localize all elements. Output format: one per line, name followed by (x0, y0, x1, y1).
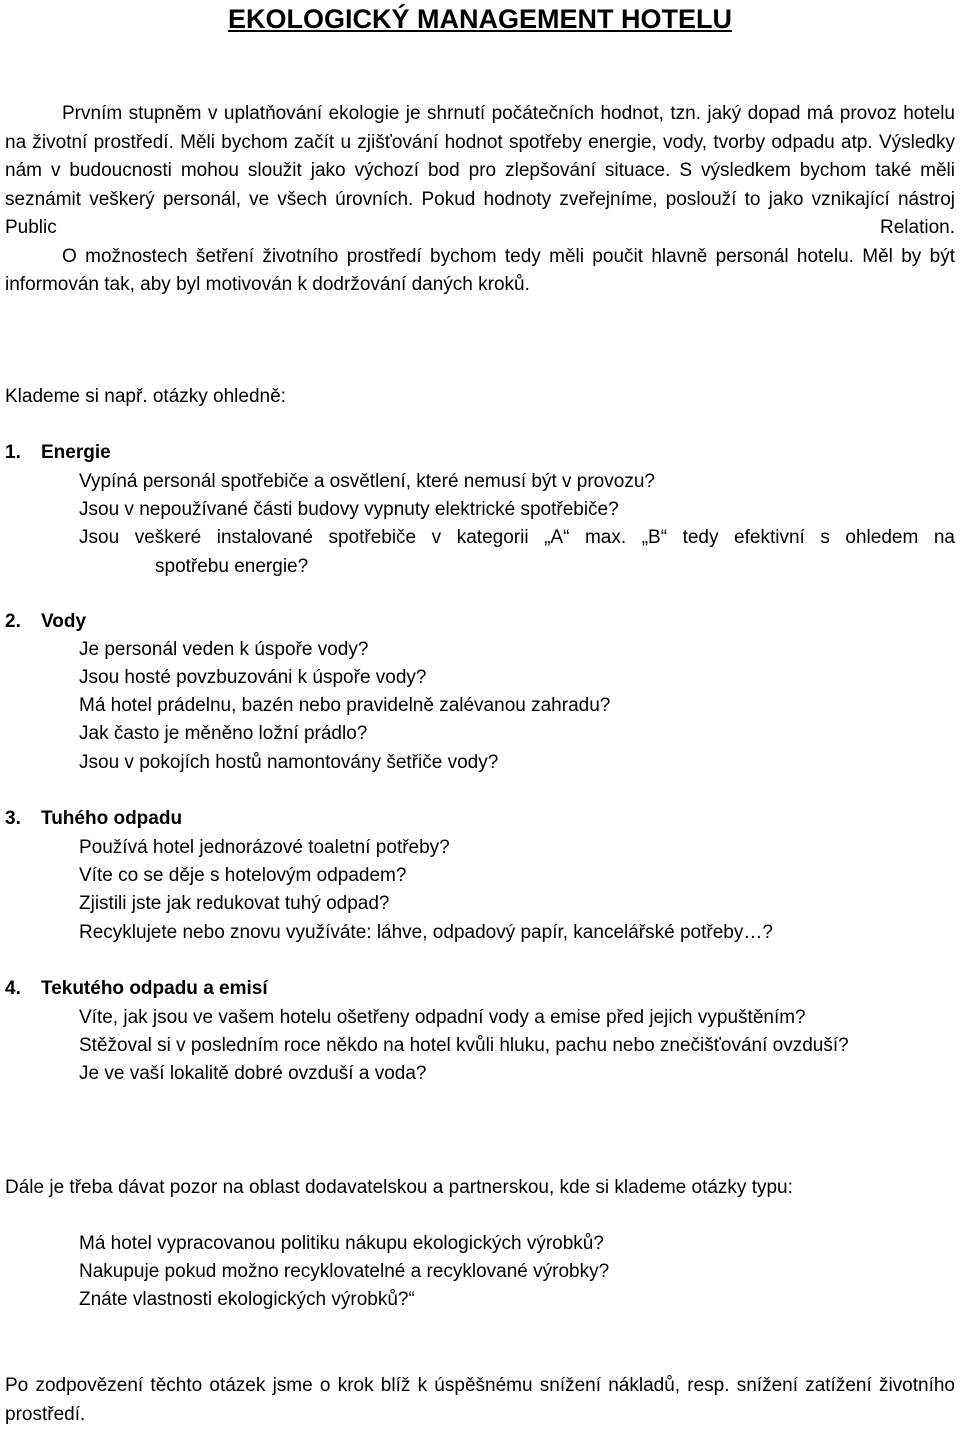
question-item: Jsou v nepoužívané části budovy vypnuty elektrické spotřebiče? (79, 499, 619, 520)
intro-sentence-4: O možnostech šetření životního prostředí bychom tedy měli poučit hlavně personál hotelu. Měl by být informován tak, aby byl motivován k dodržování daných kroků. (5, 245, 955, 295)
section-heading-tuheho-odpadu (5, 805, 182, 833)
question-item: Jsou veškeré instalované spotřebiče v kategorii „A“ max. „B“ tedy efektivní s ohledem na (79, 527, 955, 548)
section-heading-energie (5, 439, 111, 467)
question-item: Vypíná personál spotřebiče a osvětlení, které nemusí být v provozu? (79, 471, 655, 492)
intro-sentence-2: Měli bychom začít u zjišťování hodnot spotřeby energie, vody, tvorby odpadu atp. Výsledky nám v budoucnosti mohou sloužit jako výchozí bod pro zlepšování situace. (5, 131, 956, 181)
question-item: Používá hotel jednorázové toaletní potřeby? (79, 837, 450, 858)
section-title: Energie (41, 442, 111, 463)
question-item: Zjistili jste jak redukovat tuhý odpad? (79, 893, 390, 914)
section-number: 2. (5, 611, 21, 632)
intro-sentence-1: Prvním stupněm v uplatňování ekologie je shrnutí počátečních hodnot, tzn. jaký dopad má provoz hotelu na životní prostředí. (5, 103, 955, 153)
questions-lead: Klademe si např. otázky ohledně: (5, 386, 286, 407)
question-item: Jak často je měněno ložní prádlo? (79, 723, 368, 744)
question-item: Je personál veden k úspoře vody? (79, 639, 369, 660)
supplier-question: Znáte vlastnosti ekologických výrobků?“ (79, 1289, 415, 1310)
question-item: Víte, jak jsou ve vašem hotelu ošetřeny odpadní vody a emise před jejich vypuštěním? (79, 1007, 806, 1028)
section-title: Tekutého odpadu a emisí (41, 978, 268, 999)
question-item: Jsou v pokojích hostů namontovány šetřiče vody? (79, 752, 499, 773)
question-item: Recyklujete nebo znovu využíváte: láhve, odpadový papír, kancelářské potřeby…? (79, 922, 773, 943)
conclusion-paragraph: Po zodpovězení těchto otázek jsme o krok blíž k úspěšnému snížení nákladů, resp. snížení zatížení životního prostředí. (5, 1375, 955, 1425)
supplier-question: Má hotel vypracovanou politiku nákupu ekologických výrobků? (79, 1233, 604, 1254)
section-title: Vody (41, 611, 87, 632)
page-title: EKOLOGICKÝ MANAGEMENT HOTELU (228, 4, 732, 34)
section-heading-vody (5, 608, 86, 636)
question-item-continuation: spotřebu energie? (155, 556, 309, 577)
question-item: Je ve vaší lokalitě dobré ovzduší a voda? (79, 1063, 427, 1084)
section-number: 1. (5, 442, 21, 463)
section-number: 4. (5, 978, 21, 999)
section-title: Tuhého odpadu (41, 808, 183, 829)
intro-paragraph (5, 100, 955, 300)
question-item: Víte co se děje s hotelovým odpadem? (79, 865, 407, 886)
section-heading-tekuteho-odpadu (5, 975, 268, 1003)
intro-sentence-3: S výsledkem bychom také měli seznámit veškerý personál, ve všech úrovních. Pokud hodnoty zveřejníme, poslouží to jako vznikající nástroj Public Relation. (5, 160, 955, 238)
question-item: Stěžoval si v posledním roce někdo na hotel kvůli hluku, pachu nebo znečišťování ovzduší? (79, 1035, 849, 1056)
section-number: 3. (5, 808, 21, 829)
question-item: Jsou hosté povzbuzováni k úspoře vody? (79, 667, 427, 688)
supplier-intro: Dále je třeba dávat pozor na oblast dodavatelskou a partnerskou, kde si klademe otázky typu: (5, 1177, 793, 1198)
supplier-question: Nakupuje pokud možno recyklovatelné a recyklované výrobky? (79, 1261, 610, 1282)
question-item: Má hotel prádelnu, bazén nebo pravidelně zalévanou zahradu? (79, 695, 611, 716)
